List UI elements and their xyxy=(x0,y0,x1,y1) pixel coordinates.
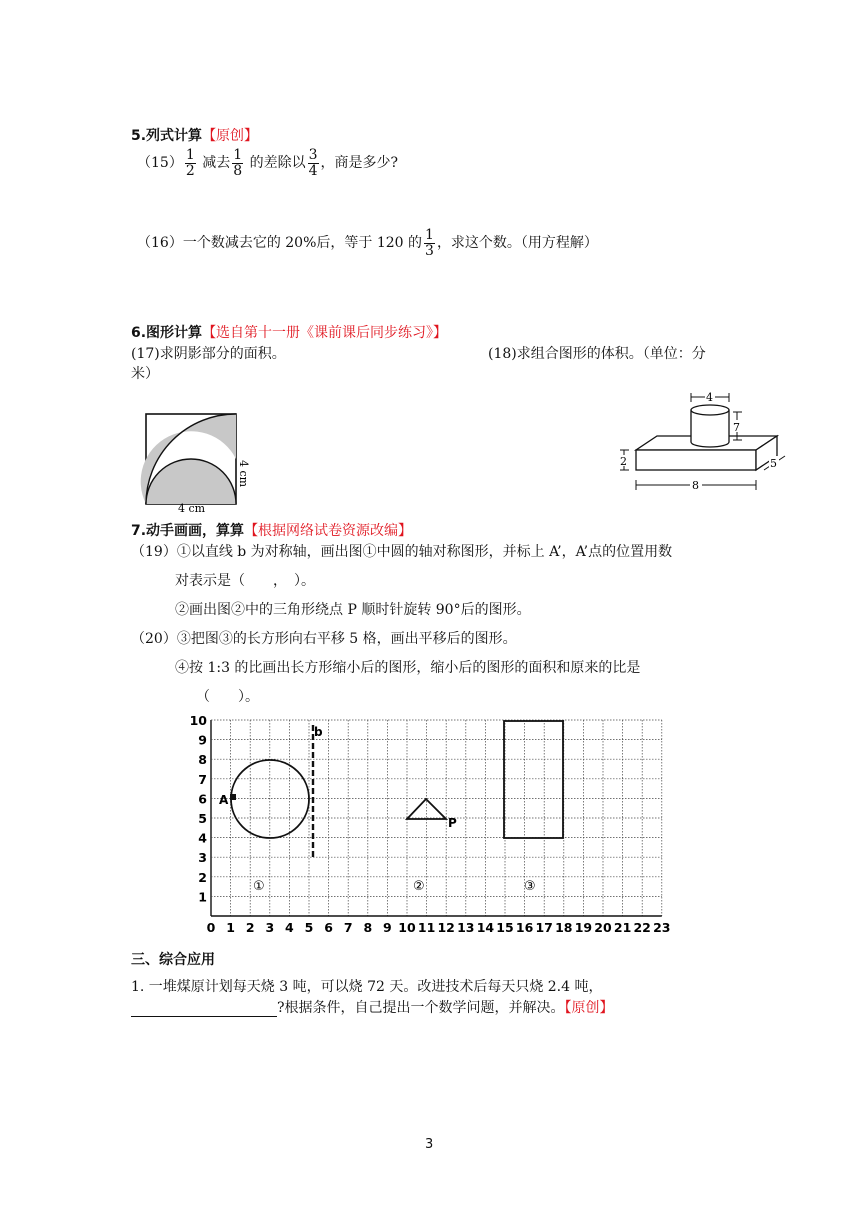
figure-3-label: ③ xyxy=(524,879,536,894)
y-tick-label: 3 xyxy=(198,850,207,866)
side-length-label: 4 cm xyxy=(237,460,250,488)
x-tick-label: 11 xyxy=(417,920,436,935)
x-tick-label: 12 xyxy=(437,920,455,935)
question-15: （15） $\frac{1}{2}$ 减去 $\frac{1}{8}$ 的差除以 $\frac{3}{4}$ ，商是多少? xyxy=(137,147,399,179)
question-20-line3: （ ）。 xyxy=(196,689,259,705)
fraction-1-2: $\frac{1}{2}$ xyxy=(185,147,195,179)
question-20-line1: （20）③把图③的长方形向右平移 5 格，画出平移后的图形。 xyxy=(131,631,517,647)
y-tick-label: 8 xyxy=(198,752,207,768)
figure-3-rectangle xyxy=(504,721,563,838)
x-tick-label: 20 xyxy=(594,920,612,935)
x-tick-label: 6 xyxy=(324,920,333,935)
x-tick-label: 8 xyxy=(363,920,373,935)
point-a-label: A xyxy=(219,793,229,807)
section-7-tag: 【根据网络试卷资源改编】 xyxy=(244,523,413,539)
answer-blank[interactable] xyxy=(131,1004,277,1017)
question-16: （16）一个数减去它的 20%后，等于 120 的 $\frac{1}{3}$ ，求这个数。（用方程解） xyxy=(137,227,598,259)
section-5-tag: 【原创】 xyxy=(202,128,259,144)
question-18-line2: 米） xyxy=(131,366,159,382)
question-19-line2: 对表示是（ ， ）。 xyxy=(175,573,315,589)
section-7-title: 7.动手画画，算算 xyxy=(131,523,245,539)
point-a-marker xyxy=(230,794,236,800)
x-tick-label: 18 xyxy=(555,920,573,935)
application-1-line2: ?根据条件，自己提出一个数学问题，并解决。【原创】 xyxy=(131,997,614,1017)
y-tick-label: 9 xyxy=(198,732,207,748)
question-19-line1: （19）①以直线 b 为对称轴，画出图①中圆的轴对称图形，并标上 A’，A’点的位置用数 xyxy=(131,544,673,560)
dim-base-depth: 5 xyxy=(770,457,777,470)
figure-17-shaded-square xyxy=(140,408,260,512)
x-tick-label: 1 xyxy=(226,920,235,935)
x-tick-label: 5 xyxy=(304,920,314,935)
x-tick-label: 16 xyxy=(515,920,534,935)
section-3-title: 三、综合应用 xyxy=(131,952,215,968)
x-tick-label: 13 xyxy=(457,920,475,935)
point-p-label: P xyxy=(448,816,457,830)
section-6-heading xyxy=(131,322,447,342)
y-tick-label: 4 xyxy=(198,830,207,846)
bottom-length-label: 4 cm xyxy=(178,502,206,512)
question-17-text: (17)求阴影部分的面积。 xyxy=(131,346,286,362)
y-tick-label: 1 xyxy=(198,889,207,905)
x-tick-label: 7 xyxy=(343,920,353,935)
section-5-title: 5.列式计算 xyxy=(131,128,203,144)
line-b-label: b xyxy=(314,725,323,739)
section-6-title: 6.图形计算 xyxy=(131,325,203,341)
figure-18-composite-solid xyxy=(612,388,792,496)
x-tick-label: 17 xyxy=(535,920,553,935)
figure-1-label: ① xyxy=(253,879,265,894)
y-tick-label: 2 xyxy=(198,869,207,885)
question-20-line2: ④按 1:3 的比画出长方形缩小后的图形，缩小后的图形的面积和原来的比是 xyxy=(175,660,641,676)
y-tick-label: 10 xyxy=(189,713,207,728)
coordinate-grid xyxy=(186,712,676,938)
y-tick-label: 7 xyxy=(198,771,207,787)
x-tick-label: 10 xyxy=(398,920,416,935)
x-tick-label: 15 xyxy=(496,920,514,935)
x-tick-label: 14 xyxy=(476,920,495,935)
application-1-line1: 1. 一堆煤原计划每天烧 3 吨，可以烧 72 天。改进技术后每天只烧 2.4 吨， xyxy=(131,979,603,995)
section-7-heading xyxy=(131,520,412,540)
application-1-tag: 【原创】 xyxy=(564,1000,614,1016)
page-number: 3 xyxy=(425,1137,434,1152)
x-tick-label: 9 xyxy=(383,920,392,935)
dim-cylinder-diameter: 4 xyxy=(706,391,713,404)
x-tick-label: 22 xyxy=(633,920,651,935)
x-tick-label: 3 xyxy=(265,920,275,935)
x-tick-label: 0 xyxy=(206,920,216,935)
dim-base-height: 2 xyxy=(620,455,627,468)
figure-2-label: ② xyxy=(413,879,425,894)
x-tick-label: 23 xyxy=(653,920,671,935)
section-5-heading xyxy=(131,125,258,145)
x-tick-label: 19 xyxy=(574,920,593,935)
question-19-line3: ②画出图②中的三角形绕点 P 顺时针旋转 90°后的图形。 xyxy=(175,602,531,618)
fraction-3-4: $\frac{3}{4}$ xyxy=(308,147,318,179)
y-tick-label: 6 xyxy=(198,791,207,807)
x-tick-label: 2 xyxy=(245,920,255,935)
section-6-tag: 【选自第十一册《课前课后同步练习》】 xyxy=(202,325,448,341)
dim-cylinder-height: 7 xyxy=(733,421,740,434)
x-tick-label: 4 xyxy=(285,920,294,935)
fraction-1-3: $\frac{1}{3}$ xyxy=(425,227,434,259)
y-tick-label: 5 xyxy=(198,811,207,826)
dim-base-width: 8 xyxy=(692,479,699,492)
question-18-line1: (18)求组合图形的体积。（单位：分 xyxy=(488,346,706,362)
x-tick-label: 21 xyxy=(613,920,632,935)
fraction-1-8: $\frac{1}{8}$ xyxy=(233,147,243,179)
